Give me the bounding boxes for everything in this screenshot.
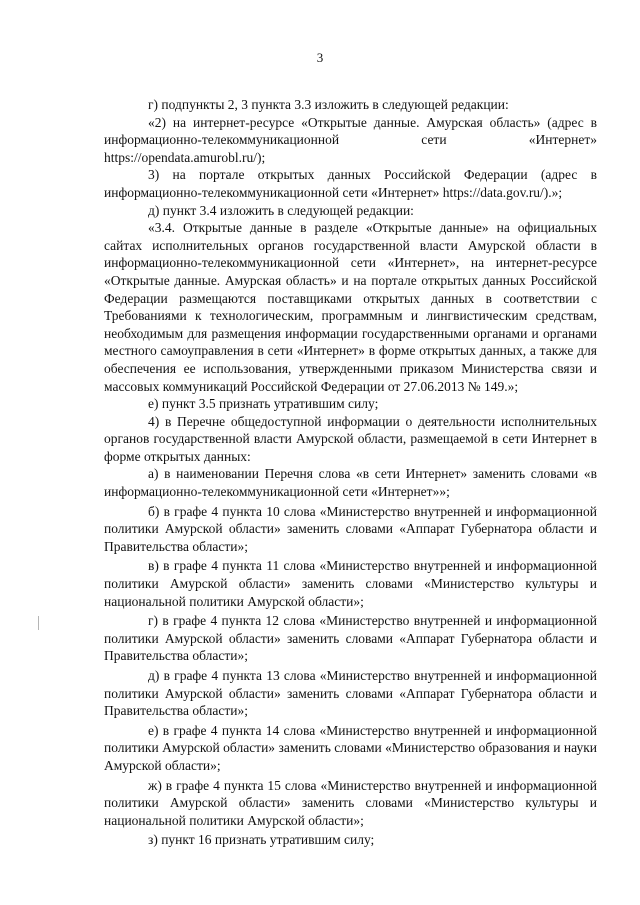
paragraph-item-2-opendata: «2) на интернет-ресурсе «Открытые данные. Амурская область» (адрес в информационно-телекоммуникационной сети «Интернет» https://opendata.amurobl.ru/); — [104, 114, 597, 165]
paragraph-amend-3-4: д) пункт 3.4 изложить в следующей редакции: — [148, 202, 414, 218]
paragraph-item-a: а) в наименовании Перечня слова «в сети Интернет» заменить словами «в информационно-телекоммуникационной сети «Интернет»»; — [104, 466, 597, 500]
paragraph-amend-3-3: г) подпункты 2, 3 пункта 3.3 изложить в следующей редакции: — [148, 97, 509, 112]
paragraph-3-5-void: е) пункт 3.5 признать утратившим силу; — [148, 396, 379, 412]
page-number: 3 — [316, 50, 324, 65]
margin-mark — [38, 616, 39, 630]
paragraph-3-4-text: «3.4. Открытые данные в разделе «Открытые данные» на официальных сайтах исполнительных органов государственной власти Амурской области в информационно-телекоммуникационной сети «Интернет», на интернет-ресурсе «Открытые данные. Амурская область» и на портале открытых данных Российской Федерации размещаются поставщиками открытых данных в соответствии с Требованиями к технологическим, программным и лингвистическим средствам, необходимым для размещения информации государственными органами и органами местного самоуправления в сети «Интернет» в форме открытых данных, а также для обеспечения ее использования, утвержденными приказом Министерства связи и массовых коммуникаций Российской Федерации от 27.06.2013 № 149.»; — [104, 220, 597, 394]
paragraph-item-3-datagov: 3) на портале открытых данных Российской Федерации (адрес в информационно-телекоммуникационной сети «Интернет» https://data.gov.ru/).»; — [104, 167, 597, 200]
paragraph-item-b: б) в графе 4 пункта 10 слова «Министерство внутренней и информационной политики Амурской области» заменить словами «Аппарат Губернатора области и Правительства области»; — [104, 503, 597, 554]
paragraph-item-v: в) в графе 4 пункта 11 слова «Министерство внутренней и информационной политики Амурской области» заменить словами «Министерство культуры и национальной политики Амурской области»; — [104, 558, 597, 609]
paragraph-item-z: з) пункт 16 признать утратившим силу; — [148, 832, 375, 848]
paragraph-item-d: д) в графе 4 пункта 13 слова «Министерство внутренней и информационной политики Амурской области» заменить словами «Аппарат Губернатора области и Правительства области»; — [104, 668, 597, 719]
paragraph-list-intro: 4) в Перечне общедоступной информации о деятельности исполнительных органов государственной власти Амурской области, размещаемой в сети Интернет в форме открытых данных: — [104, 413, 597, 464]
paragraph-item-g: г) в графе 4 пункта 12 слова «Министерство внутренней и информационной политики Амурской области» заменить словами «Аппарат Губернатора области и Правительства области»; — [104, 613, 597, 664]
paragraph-item-zh: ж) в графе 4 пункта 15 слова «Министерство внутренней и информационной политики Амурской области» заменить словами «Министерство культуры и национальной политики Амурской области»; — [104, 777, 597, 828]
document-body — [104, 96, 597, 849]
paragraph-item-e: е) в графе 4 пункта 14 слова «Министерство внутренней и информационной политики Амурской области» заменить словами «Министерство образования и науки Амурской области»; — [104, 722, 597, 773]
